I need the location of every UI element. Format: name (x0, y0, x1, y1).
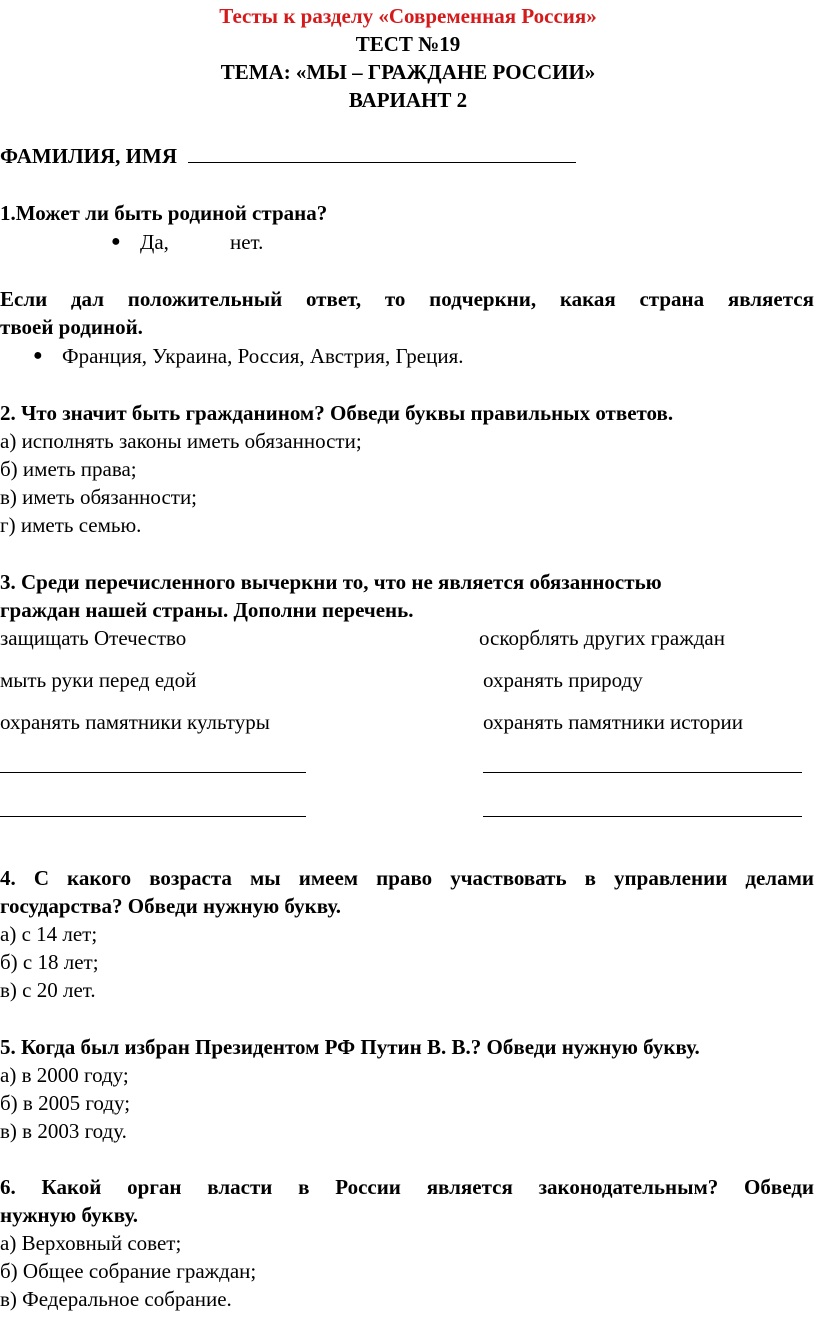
q3-right-item-2[interactable]: охранять природу (483, 668, 643, 692)
q3-right-item-1[interactable]: оскорблять других граждан (479, 626, 725, 650)
q6-answer-b[interactable]: б) Общее собрание граждан; (0, 1259, 257, 1283)
q2-answer-d[interactable]: г) иметь семью. (0, 513, 142, 537)
variant-label: ВАРИАНТ 2 (348, 88, 468, 112)
q3-left-item-3[interactable]: охранять памятники культуры (0, 710, 270, 734)
q6-answer-a[interactable]: а) Верховный совет; (0, 1231, 182, 1255)
q1-option-yes[interactable]: Да, (140, 230, 169, 254)
q6-answer-c[interactable]: в) Федеральное собрание. (0, 1287, 232, 1311)
q1-followup-line1: Если дал положительный ответ, то подчеркни, какая страна является (0, 287, 814, 311)
q5-answer-a[interactable]: а) в 2000 году; (0, 1063, 129, 1087)
name-label: ФАМИЛИЯ, ИМЯ (0, 144, 178, 168)
q5-answer-b[interactable]: б) в 2005 году; (0, 1091, 131, 1115)
q4-answer-b[interactable]: б) с 18 лет; (0, 950, 99, 974)
bullet-icon: ● (111, 233, 121, 250)
q4-question-line2: государства? Обведи нужную букву. (0, 894, 341, 918)
q3-question-line1: 3. Среди перечисленного вычеркни то, что не является обязанностью (0, 570, 662, 594)
q2-answer-c[interactable]: в) иметь обязанности; (0, 485, 198, 509)
q3-blank-line[interactable] (483, 816, 802, 817)
q2-question: 2. Что значит быть гражданином? Обведи буквы правильных ответов. (0, 401, 674, 425)
q1-countries[interactable]: Франция, Украина, Россия, Австрия, Греция. (62, 344, 464, 368)
q5-answer-c[interactable]: в) в 2003 году. (0, 1119, 127, 1143)
q4-question-line1: 4. С какого возраста мы имеем право участвовать в управлении делами (0, 866, 814, 890)
q3-left-item-1[interactable]: защищать Отечество (0, 626, 187, 650)
q4-answer-a[interactable]: а) с 14 лет; (0, 922, 98, 946)
q4-answer-c[interactable]: в) с 20 лет. (0, 978, 96, 1002)
q2-answer-b[interactable]: б) иметь права; (0, 457, 137, 481)
q1-question: 1.Может ли быть родиной страна? (0, 201, 328, 225)
test-theme: ТЕМА: «МЫ – ГРАЖДАНЕ РОССИИ» (220, 60, 596, 84)
test-number: ТЕСТ №19 (355, 32, 461, 56)
q3-blank-line[interactable] (483, 772, 802, 773)
bullet-icon: ● (33, 347, 43, 364)
q1-option-no[interactable]: нет. (230, 230, 264, 254)
q5-question: 5. Когда был избран Президентом РФ Путин В. В.? Обведи нужную букву. (0, 1035, 700, 1059)
q1-followup-line2: твоей родиной. (0, 315, 143, 339)
q2-answer-a[interactable]: а) исполнять законы иметь обязанности; (0, 429, 362, 453)
q3-blank-line[interactable] (0, 772, 306, 773)
q3-blank-line[interactable] (0, 816, 306, 817)
q6-question-line2: нужную букву. (0, 1203, 139, 1227)
name-field (0, 144, 576, 168)
q6-question-line1: 6. Какой орган власти в России является законодательным? Обведи (0, 1175, 814, 1199)
q3-left-item-2[interactable]: мыть руки перед едой (0, 668, 197, 692)
q3-right-item-3[interactable]: охранять памятники истории (483, 710, 743, 734)
q3-question-line2: граждан нашей страны. Дополни перечень. (0, 598, 414, 622)
section-title: Тесты к разделу «Современная Россия» (219, 4, 597, 28)
name-input-line[interactable] (188, 144, 576, 163)
